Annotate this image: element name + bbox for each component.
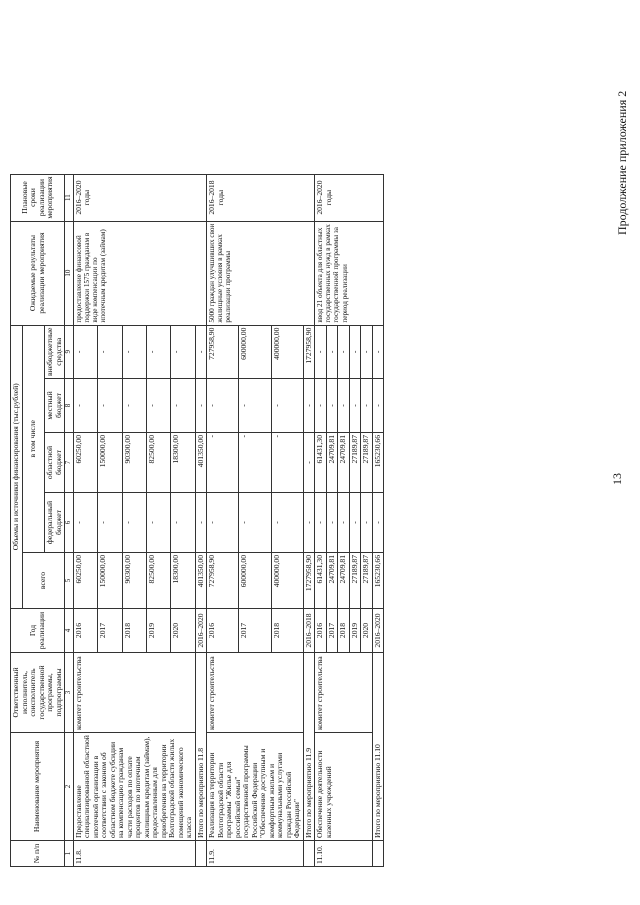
local-cell: - <box>315 379 327 433</box>
table-row <box>207 174 239 866</box>
executor: комитет строительства <box>73 653 195 733</box>
year-cell: 2016 <box>315 609 327 653</box>
empty-cell <box>372 841 384 867</box>
extrabudget-cell: - <box>98 325 122 378</box>
year-cell: 2018 <box>338 609 350 653</box>
empty-cell <box>303 841 315 867</box>
local-cell: - <box>207 379 239 433</box>
local-cell: - <box>195 379 207 433</box>
year-cell: 2018 <box>271 609 303 653</box>
year-cell: 2016 <box>207 609 239 653</box>
extrabudget-cell: 1727958,90 <box>303 325 315 378</box>
local-cell: - <box>171 379 195 433</box>
year-cell: 2016–2020 <box>372 609 384 653</box>
expected-result: 5000 граждан улучшивших свои жилищные условия в рамках реализации программы <box>207 221 315 325</box>
total-cell: 400000,00 <box>271 553 303 609</box>
extrabudget-cell: - <box>349 325 361 378</box>
total-cell: 727958,90 <box>207 553 239 609</box>
total-cell: 165230,66 <box>372 553 384 609</box>
year-cell: 2016–2018 <box>303 609 315 653</box>
column-number: 2 <box>65 733 74 841</box>
header-num: № п/п <box>11 841 65 867</box>
extrabudget-cell: 600000,00 <box>239 325 271 378</box>
table-row <box>73 174 97 866</box>
column-number: 8 <box>65 379 74 433</box>
year-cell: 2019 <box>349 609 361 653</box>
regional-cell: - <box>239 433 271 493</box>
regional-cell: - <box>207 433 239 493</box>
regional-cell: - <box>303 433 315 493</box>
header-name: Наименование мероприятия <box>11 733 65 841</box>
total-cell: 90300,00 <box>122 553 146 609</box>
regional-cell: 90300,00 <box>122 433 146 493</box>
column-number: 5 <box>65 553 74 609</box>
header-financing-group: Объемы и источники финансирования (тыс.рублей) <box>11 325 23 608</box>
regional-cell: 24709,81 <box>338 433 350 493</box>
extrabudget-cell: - <box>147 325 171 378</box>
header-term: Плановые сроки реализации мероприятия <box>11 174 65 221</box>
header-subgroup: в том числе <box>22 325 45 552</box>
extrabudget-cell: - <box>315 325 327 378</box>
row-number: 11.10. <box>315 841 373 867</box>
regional-cell: 27189,87 <box>349 433 361 493</box>
federal-cell: - <box>372 493 384 553</box>
total-cell: 27189,87 <box>361 553 373 609</box>
planned-term: 2016–2020 годы <box>315 174 384 221</box>
federal-cell: - <box>361 493 373 553</box>
federal-cell: - <box>171 493 195 553</box>
header-executor: Ответственный исполнитель, соисполнитель государственной программы, подпрограммы <box>11 653 65 733</box>
total-cell: 61431,30 <box>315 553 327 609</box>
federal-cell: - <box>98 493 122 553</box>
column-number: 10 <box>65 221 74 325</box>
column-number: 9 <box>65 325 74 378</box>
regional-cell: 401350,00 <box>195 433 207 493</box>
column-number: 11 <box>65 174 74 221</box>
year-cell: 2020 <box>171 609 195 653</box>
measure-name: Реализация на территории Волгоградской области программы "Жилье для российской семьи" государственной программы Российской Федерации "Обеспечение доступным и комфортным жильем и коммунальными услугами граждан Российской Федерации" <box>207 733 304 841</box>
local-cell: - <box>361 379 373 433</box>
federal-cell: - <box>303 493 315 553</box>
total-cell: 18300,00 <box>171 553 195 609</box>
table-row <box>315 174 327 866</box>
year-cell: 2018 <box>122 609 146 653</box>
planned-term: 2016–2018 годы <box>207 174 315 221</box>
header-result: Ожидаемые результаты реализации мероприятия <box>11 221 65 325</box>
column-number: 4 <box>65 609 74 653</box>
federal-cell: - <box>315 493 327 553</box>
regional-cell: 150000,00 <box>98 433 122 493</box>
regional-cell: 165230,66 <box>372 433 384 493</box>
federal-cell: - <box>326 493 338 553</box>
regional-cell: 61431,30 <box>315 433 327 493</box>
local-cell: - <box>303 379 315 433</box>
federal-cell: - <box>73 493 97 553</box>
expected-result: ввод 21 объекта для областных государственных нужд в рамках государственной программы за период реализации <box>315 221 384 325</box>
total-label: Итого по мероприятию 11.8 <box>195 653 207 841</box>
local-cell: - <box>147 379 171 433</box>
local-cell: - <box>338 379 350 433</box>
local-cell: - <box>98 379 122 433</box>
extrabudget-cell: - <box>195 325 207 378</box>
federal-cell: - <box>195 493 207 553</box>
row-number: 11.9. <box>207 841 304 867</box>
year-cell: 2019 <box>147 609 171 653</box>
total-cell: 401350,00 <box>195 553 207 609</box>
total-label: Итого по мероприятию 11.10 <box>372 653 384 841</box>
federal-cell: - <box>338 493 350 553</box>
regional-cell: 24709,81 <box>326 433 338 493</box>
local-cell: - <box>349 379 361 433</box>
local-cell: - <box>326 379 338 433</box>
local-cell: - <box>239 379 271 433</box>
extrabudget-cell: - <box>73 325 97 378</box>
continuation-label: Продолжение приложения 2 <box>615 90 629 235</box>
total-cell: 24709,81 <box>338 553 350 609</box>
extrabudget-cell: - <box>171 325 195 378</box>
extrabudget-cell: - <box>372 325 384 378</box>
year-cell: 2017 <box>98 609 122 653</box>
extrabudget-cell: 400000,00 <box>271 325 303 378</box>
financing-table <box>10 174 384 867</box>
executor: комитет строительства <box>315 653 373 733</box>
row-number: 11.8. <box>73 841 195 867</box>
total-cell: 150000,00 <box>98 553 122 609</box>
total-cell: 24709,81 <box>326 553 338 609</box>
total-cell: 82500,00 <box>147 553 171 609</box>
header-year: Год реализации <box>11 609 65 653</box>
local-cell: - <box>122 379 146 433</box>
column-number: 1 <box>65 841 74 867</box>
federal-cell: - <box>122 493 146 553</box>
year-cell: 2017 <box>239 609 271 653</box>
extrabudget-cell: - <box>122 325 146 378</box>
column-number: 6 <box>65 493 74 553</box>
header-local: местный бюджет <box>45 379 65 433</box>
federal-cell: - <box>349 493 361 553</box>
measure-name: Обеспечение деятельности казенных учреждений <box>315 733 373 841</box>
year-cell: 2017 <box>326 609 338 653</box>
federal-cell: - <box>271 493 303 553</box>
federal-cell: - <box>207 493 239 553</box>
page-number: 13 <box>610 473 624 485</box>
total-cell: 600000,00 <box>239 553 271 609</box>
executor: комитет строительства <box>207 653 304 733</box>
federal-cell: - <box>239 493 271 553</box>
measure-name: Предоставление специализированной областной ипотечной организации в соответствии с законом об областном бюджете субсидии на компенсацию гражданам части расходов по оплате процентов по ипотечным жилищным кредитам (займам), предоставленным для приобретения на территории Волгоградской области жилых помещений экономического класса <box>73 733 195 841</box>
regional-cell: 60250,00 <box>73 433 97 493</box>
total-cell: 1727958,90 <box>303 553 315 609</box>
header-extrabudget: внебюджетные средства <box>45 325 65 378</box>
extrabudget-cell: 727958,90 <box>207 325 239 378</box>
total-label: Итого по мероприятию 11.9 <box>303 653 315 841</box>
extrabudget-cell: - <box>361 325 373 378</box>
total-cell: 60250,00 <box>73 553 97 609</box>
header-regional: областной бюджет <box>45 433 65 493</box>
federal-cell: - <box>147 493 171 553</box>
expected-result: предоставление финансовой поддержки 1575 гражданам в виде компенсации по ипотечным кредитам (займам) <box>73 221 207 325</box>
header-total: всего <box>22 553 65 609</box>
extrabudget-cell: - <box>338 325 350 378</box>
extrabudget-cell: - <box>326 325 338 378</box>
planned-term: 2016–2020 годы <box>73 174 207 221</box>
year-cell: 2016 <box>73 609 97 653</box>
column-number: 7 <box>65 433 74 493</box>
year-cell: 2016–2020 <box>195 609 207 653</box>
regional-cell: 18300,00 <box>171 433 195 493</box>
regional-cell: 82500,00 <box>147 433 171 493</box>
year-cell: 2020 <box>361 609 373 653</box>
local-cell: - <box>271 379 303 433</box>
total-cell: 27189,87 <box>349 553 361 609</box>
regional-cell: - <box>271 433 303 493</box>
local-cell: - <box>73 379 97 433</box>
empty-cell <box>195 841 207 867</box>
column-number: 3 <box>65 653 74 733</box>
header-federal: федеральный бюджет <box>45 493 65 553</box>
local-cell: - <box>372 379 384 433</box>
regional-cell: 27189,87 <box>361 433 373 493</box>
